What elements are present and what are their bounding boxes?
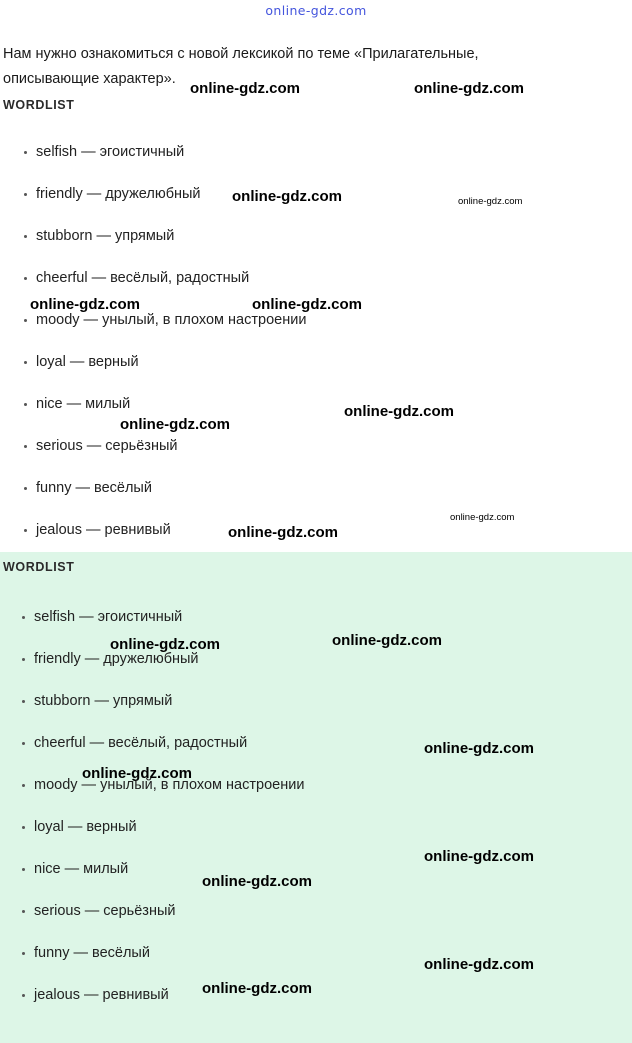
list-item: nice — милый <box>0 848 632 890</box>
list-item: serious — серьёзный <box>0 890 632 932</box>
wordlist-section-highlighted <box>0 552 632 1043</box>
watermark-text: online-gdz.com <box>424 740 534 757</box>
watermark-text: online-gdz.com <box>458 196 523 207</box>
watermark-text: online-gdz.com <box>30 296 140 313</box>
watermark-text: online-gdz.com <box>82 765 192 782</box>
watermark-text: online-gdz.com <box>424 848 534 865</box>
list-item: loyal — верный <box>0 806 632 848</box>
wordlist-items-highlighted <box>0 596 632 1016</box>
watermark-text: online-gdz.com <box>450 512 515 523</box>
list-item: moody — унылый, в плохом настроении <box>0 299 632 341</box>
watermark-text: online-gdz.com <box>202 980 312 997</box>
watermark-text: online-gdz.com <box>424 956 534 973</box>
list-item: selfish — эгоистичный <box>0 596 632 638</box>
site-logo-watermark: online-gdz.com <box>265 3 367 18</box>
intro-paragraph: Нам нужно ознакомиться с новой лексикой по теме «Прилагательные, описывающие характер». <box>3 45 479 87</box>
list-item: selfish — эгоистичный <box>0 131 632 173</box>
watermark-text: online-gdz.com <box>228 524 338 541</box>
wordlist-heading: WORDLIST <box>3 560 75 574</box>
watermark-text: online-gdz.com <box>252 296 362 313</box>
list-item: friendly — дружелюбный <box>0 173 632 215</box>
list-item: friendly — дружелюбный <box>0 638 632 680</box>
list-item: loyal — верный <box>0 341 632 383</box>
wordlist-section-primary <box>0 95 632 552</box>
list-item: nice — милый <box>0 383 632 425</box>
list-item: funny — весёлый <box>0 932 632 974</box>
watermark-text: online-gdz.com <box>110 636 220 653</box>
watermark-text: online-gdz.com <box>232 188 342 205</box>
watermark-text: online-gdz.com <box>120 416 230 433</box>
list-item: funny — весёлый <box>0 467 632 509</box>
watermark-text: online-gdz.com <box>332 632 442 649</box>
list-item: serious — серьёзный <box>0 425 632 467</box>
list-item: jealous — ревнивый <box>0 974 632 1016</box>
list-item: moody — унылый, в плохом настроении <box>0 764 632 806</box>
list-item: cheerful — весёлый, радостный <box>0 257 632 299</box>
list-item: stubborn — упрямый <box>0 215 632 257</box>
watermark-text: online-gdz.com <box>414 80 524 97</box>
wordlist-heading: WORDLIST <box>3 98 75 112</box>
list-item: jealous — ревнивый <box>0 509 632 551</box>
watermark-text: online-gdz.com <box>344 403 454 420</box>
list-item: cheerful — весёлый, радостный <box>0 722 632 764</box>
list-item: stubborn — упрямый <box>0 680 632 722</box>
watermark-text: online-gdz.com <box>202 873 312 890</box>
watermark-text: online-gdz.com <box>190 80 300 97</box>
